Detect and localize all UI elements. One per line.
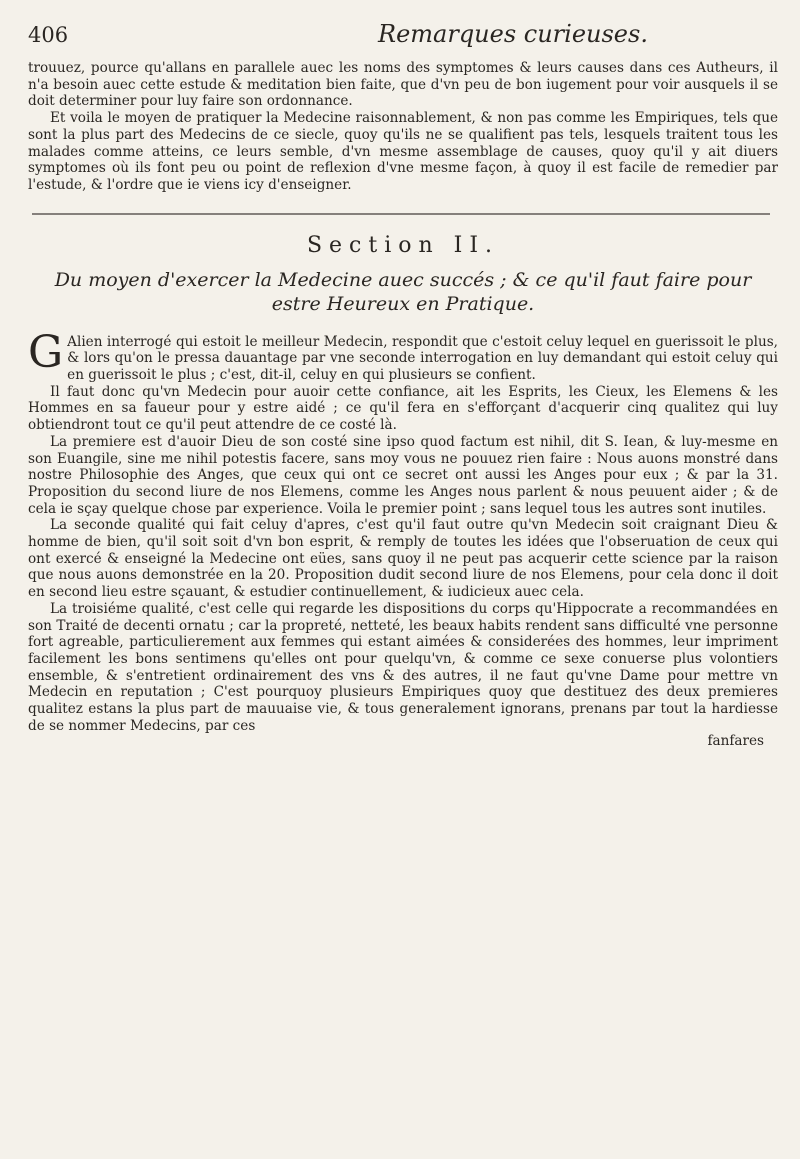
section-subtitle: Du moyen d'exercer la Medecine auec succés ; & ce qu'il faut faire pour estre Heureux en Pratique. xyxy=(54,268,752,315)
catchword: fanfares xyxy=(707,732,764,749)
body-paragraph-3: La premiere est d'auoir Dieu de son costé sine ipso quod factum est nihil, dit S. Iean, & luy-mesme en son Euangile, sine me nihil potestis facere, sans moy vous ne pouuez rien faire : Nous auons monstré dans nostre Philosophie des Anges, que ceux qui ont ce secret ont aussi les Anges pour eux ; & par la 31. Proposition du second liure de nos Elemens, comme les Anges nous parlent & nous peuuent aider ; & de cela ie sçay quelque chose par experience. Voila le premier point ; sans lequel tous les autres sont inutiles. xyxy=(28,433,778,517)
first-paragraph xyxy=(28,326,778,384)
body-paragraph-1: Alien interrogé qui estoit le meilleur Medecin, respondit que c'estoit celuy lequel en guerissoit le plus, & lors qu'on le pressa dauantage par vne seconde interrogation en luy demandant qui estoit celuy qui en guerissoit le plus ; c'est, dit-il, celuy en qui plusieurs se confient. xyxy=(67,333,778,384)
body-paragraph-5: La troisiéme qualité, c'est celle qui regarde les dispositions du corps qu'Hippocrate a recommandées en son Traité de decenti ornatu ; car la propreté, netteté, les beaux habits rendent sans difficulté vne personne fort agreable, particulierement aux femmes qui estant aimées & considerées des hommes, leur impriment facilement les bons sentimens qu'elles ont pour quelqu'vn, & comme ce sexe conuerse plus volontiers ensemble, & s'entretient ordinairement des vns & des autres, il ne faut qu'vne Dame pour mettre vn Medecin en reputation ; C'est pourquoy plusieurs Empiriques quoy que destituez des deux premieres qualitez estans la plus part de mauuaise vie, & tous generalement ignorans, prenans par tout la hardiesse de se nommer Medecins, par ces xyxy=(28,600,778,734)
body-paragraph-2: Il faut donc qu'vn Medecin pour auoir cette confiance, ait les Esprits, les Cieux, les Elemens & les Hommes en sa faueur pour y estre aidé ; ce qu'il fera en s'efforçant d'acquerir cinq qualitez qui luy obtiendront tout ce qu'il peut attendre de ce costé là. xyxy=(28,383,778,434)
section-divider xyxy=(32,213,770,215)
page-header xyxy=(28,20,778,60)
page-number: 406 xyxy=(28,23,69,47)
drop-cap: G xyxy=(28,326,64,378)
intro-paragraph-1: trouuez, pource qu'allans en parallele auec les noms des symptomes & leurs causes dans ces Autheurs, il n'a besoin auec cette estude & meditation bien faite, que d'vn peu de bon iugement pour voir ausquels il se doit determiner pour luy faire son ordonnance. xyxy=(28,60,778,110)
section-title: Section II. xyxy=(306,232,500,258)
intro-paragraph-2: Et voila le moyen de pratiquer la Medecine raisonnablement, & non pas comme les Empiriques, tels que sont la plus part des Medecins de ce siecle, quoy qu'ils ne se qualifient pas tels, lesquels traitent tous les malades comme atteins, ce leurs semble, d'vn mesme assemblage de causes, quoy qu'il y ait diuers symptomes où ils font peu ou point de reflexion d'vne mesme façon, à quoy il est facile de remedier par l'estude, & l'ordre que ie viens icy d'enseigner. xyxy=(28,110,778,193)
running-title: Remarques curieuses. xyxy=(378,20,648,48)
body-paragraph-4: La seconde qualité qui fait celuy d'apres, c'est qu'il faut outre qu'vn Medecin soit craignant Dieu & homme de bien, qu'il soit soit d'vn bon esprit, & remply de toutes les idées que l'obseruation de ceux qui ont exercé & enseigné la Medecine ont eües, sans quoy il ne peut pas acquerir cette science par la raison que nous auons demonstrée en la 20. Proposition dudit second liure de nos Elemens, pour cela donc il doit en second lieu estre sçauant, & estudier continuellement, & iudicieux auec cela. xyxy=(28,517,778,601)
